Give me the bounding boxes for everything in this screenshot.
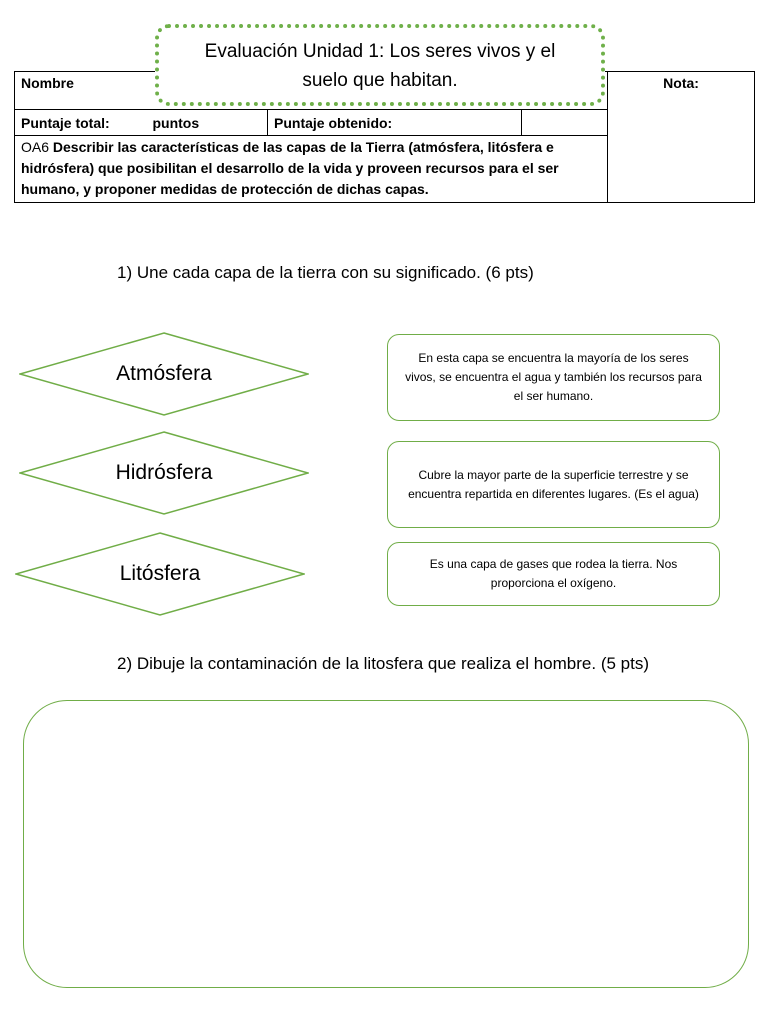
definition-box-2 [387,441,720,528]
title-line-1: Evaluación Unidad 1: Los seres vivos y el [204,41,556,62]
definition-text-3: Es una capa de gases que rodea la tierra. Nos proporciona el oxígeno. [429,557,678,590]
total-score-label: Puntaje total: [21,115,110,131]
question-1-text: 1) Une cada capa de la tierra con su significado. (6 pts) [117,263,534,282]
definition-text-2: Cubre la mayor parte de la superficie terrestre y se encuentra repartida en diferentes lugares. (Es el agua) [408,467,699,501]
total-score-cell [15,110,268,136]
definition-box-1 [387,334,720,421]
objective-cell [15,136,608,203]
obtained-score-value-cell[interactable] [522,110,608,136]
definition-box-3 [387,542,720,606]
objective-code: OA6 [21,139,50,155]
question-2-text: 2) Dibuje la contaminación de la litosfera que realiza el hombre. (5 pts) [117,654,649,673]
drawing-area[interactable] [23,700,749,988]
name-label: Nombre [21,75,74,91]
diamond-hidrosfera [19,431,309,515]
title-box [155,24,605,106]
layer-label-litosfera: Litósfera [119,562,201,585]
definition-text-1: En esta capa se encuentra la mayoría de los seres vivos, se encuentra el agua y también los recursos para el ser humano. [405,351,702,403]
diamond-litosfera [15,532,305,616]
total-score-units: puntos [152,115,200,131]
diamond-atmosfera [19,332,309,416]
grade-cell[interactable] [608,72,755,203]
obtained-score-cell [268,110,522,136]
layer-label-atmosfera: Atmósfera [116,362,212,385]
title-line-2: suelo que habitan. [302,70,458,91]
objective-text: Describir las características de las capas de la Tierra (atmósfera, litósfera e hidrósfera) que posibilitan el desarrollo de la vida y proveen recursos para el ser humano, y proponer medidas de protección de dichas capas. [21,139,559,197]
grade-label: Nota: [663,75,699,91]
obtained-score-label: Puntaje obtenido: [274,115,393,131]
layer-label-hidrosfera: Hidrósfera [115,461,213,484]
